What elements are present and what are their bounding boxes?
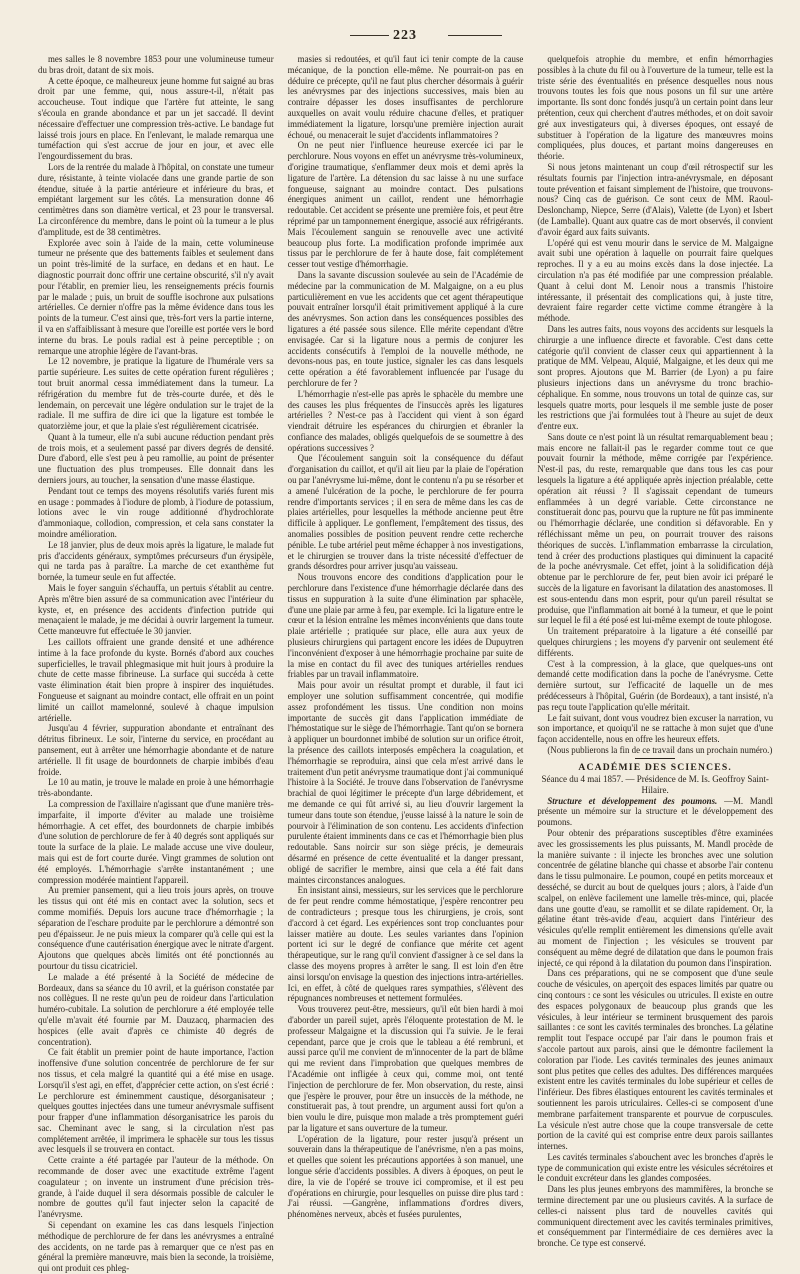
academy-paragraph-text: Les cavités terminales s'abouchent avec les bronches d'après le type de communication qui existe entre les vésicules sécrétoires et le conduit excréteur dans les glandes composées. bbox=[537, 1151, 774, 1184]
article-paragraph: La compression de l'axillaire n'agissant que d'une manière très-imparfaite, il importe d'éviter au malade une troisième hémorrhagie. A cet effet, des bourdonnets de charpie imbibés d'une solution de perchlorure de fer à 40 degrés sont appliqués sur toute la surface de la plaie. Le malade accuse une vive douleur, mais qui est de fort courte durée. Vingt grammes de solution ont été employés. L'hémorrhagie s'arrête instantanément ; une compression modérée maintient l'appareil. bbox=[38, 798, 274, 885]
article-paragraph: A cette époque, ce malheureux jeune homme fut saigné au bras droit par une femme, qui, nous assure-t-il, n'était pas accoucheuse. Tout indique que l'artère fut atteinte, le sang s'écoula en grande abondance et par un jet saccadé. Il devint nécessaire d'effectuer une compression très-active. Le bandage fut laissé trois jours en place. En l'enlevant, le malade remarqua une tuméfaction qui s'est accrue de jour en jour, et avec elle l'engourdissement du bras. bbox=[38, 75, 274, 162]
article-paragraph: L'hémorrhagie n'est-elle pas après le sphacèle du membre une des causes les plus fréquentes de l'insuccès après les ligatures artérielles ? N'est-ce pas à l'accident qui vient à son égard viendrait détruire les espérances du chirurgien et ébranler la confiance des malades, obligés quelquefois de se soumettre à des opérations successives ? bbox=[287, 388, 524, 453]
article-paragraph: Cette crainte a été partagée par l'auteur de la méthode. On recommande de doser avec une exactitude extrême l'agent coagulateur ; on invente un instrument d'une précision très-grande, à l'aide duquel il sera désormais possible de calculer le nombre de gouttes qu'il faut injecter selon la capacité de l'anévrysme. bbox=[38, 1155, 274, 1220]
article-paragraph: (Nous publierons la fin de ce travail dans un prochain numéro.) bbox=[547, 745, 773, 755]
column-left bbox=[38, 54, 274, 1274]
academy-session-line: Séance du 4 mai 1857. — Présidence de M. Is. Geoffroy Saint-Hilaire. bbox=[541, 773, 769, 795]
academy-heading: ACADÉMIE DES SCIENCES. bbox=[578, 761, 732, 773]
academy-subheading: Structure et développement des poumons. bbox=[547, 795, 718, 806]
article-paragraph: Quant à la tumeur, elle n'a subi aucune réduction pendant près de trois mois, et a seulement passé par divers degrés de densité. Dure d'abord, elle s'est peu à peu ramollie, au point de présenter une fluctuation des plus trompeuses. Elle donnait dans les derniers jours, au toucher, la sensation d'une masse élastique. bbox=[38, 431, 274, 486]
article-paragraph: quelquefois atrophie du membre, et enfin hémorrhagies possibles à la chute du fil ou à l'ouverture de la tumeur, telle est la triste série des éventualités en présence desquelles nous nous trouvons toutes les fois que nous posons un fil sur une artère importante. Ils sont donc fondés jusqu'à un certain point dans leur prétention, ceux qui cherchent d'autres méthodes, et on doit savoir gré aux investigateurs qui, à diverses époques, ont essayé de substituer à l'opération de la ligature des manœuvres moins compliquées, plus douces, et partant moins dangereuses en théorie. bbox=[537, 54, 774, 162]
article-paragraph: Ce fait établit un premier point de haute importance, l'action inoffensive d'une solution concentrée de perchlorure de fer sur nos tissus, et cela malgré la quantité qui a été mise en usage. Lorsqu'il s'est agi, en effet, d'apprécier cette action, on s'est écrié : Le perchlorure est éminemment caustique, désorganisateur ; quelques gouttes injectées dans une tumeur anévrysmale suffisent pour frapper d'une inflammation désorganisatrice les parois du sac. Cheminant avec le sang, si la circulation n'est pas complétement arrêtée, il imprimera le sphacèle sur tous les tissus avec lesquels il se trouvera en contact. bbox=[38, 1047, 274, 1155]
article-paragraph: masies si redoutées, et qu'il faut ici tenir compte de la cause mécanique, de la ponction elle-même. Ne pourrait-on pas en déduire ce précepte, qu'il ne faut plus chercher désormais à guérir les anévrysmes par des injections successives, mais bien au contraire dépasser les doses insuffisantes de perchlorure auxquelles on avait voulu réduire chacune d'elles, et pratiquer immédiatement la ligature, lorsqu'une première injection aurait échoué, ou menacerait le sujet d'accidents inflammatoires ? bbox=[287, 54, 524, 140]
article-paragraph: C'est à la compression, à la glace, que quelques-uns ont demandé cette modification dans la poche de l'anévrysme. Cette dernière surtout, sur l'efficacité de laquelle un de mes prédécesseurs à l'hôpital, Guérin (de Bordeaux), a tant insisté, n'a pas reçu toute l'application qu'elle méritait. bbox=[537, 658, 774, 712]
article-paragraph: On ne peut nier l'influence heureuse exercée ici par le perchlorure. Nous voyons en effet un anévrysme très-volumineux, d'origine traumatique, s'enflammer deux mois et demi après la ligature de l'artère. La détension du sac laisse à nu une surface fongueuse, saignant au moindre contact. Des pulsations énergiques animent un caillot, rendent une hémorrhagie redoutable. Cet accident se présente une première fois, et peut être réprimé par un tamponnement énergique, associé aux réfrigérants. Mais l'écoulement sanguin se renouvelle avec une activité beaucoup plus forte. La modification profonde imprimée aux tissus par le perchlorure de fer à haute dose, fait complétement cesser tout vestige d'hémorrhagie. bbox=[287, 140, 524, 270]
article-paragraph: Lors de la rentrée du malade à l'hôpital, on constate une tumeur dure, résistante, à teinte violacée dans une grande partie de son étendue, située à la partie antérieure et inférieure du bras, et empiétant largement sur les côtés. La mensuration donne 46 centimètres dans son diamètre vertical, et 23 pour le transversal. La circonférence du membre, dans le point où la tumeur a le plus d'amplitude, est de 38 centimètres. bbox=[38, 161, 274, 237]
column-right bbox=[537, 54, 774, 1249]
article-paragraph: Le malade a été présenté à la Société de médecine de Bordeaux, dans sa séance du 10 avril, et la guérison constatée par nos collègues. Il ne reste qu'un peu de roideur dans l'articulation huméro-cubitale. La solution de perchlorure a été employée telle qu'elle m'avait été fournie par M. Dauzacq, pharmacien des hospices (elle avait d'après ce chimiste 40 degrés de concentration). bbox=[38, 971, 274, 1047]
academy-paragraph bbox=[537, 796, 773, 828]
article-paragraph: Mais le foyer sanguin s'échauffa, un pertuis s'établit au centre. Après m'être bien assuré de sa communication avec l'intérieur du kyste, et, en présence des accidents d'infection putride qui menaçaient le malade, je me décidai à ouvrir largement la tumeur. Cette manœuvre fut effectuée le 30 janvier. bbox=[38, 583, 274, 637]
article-paragraph: L'opération de la ligature, pour rester jusqu'à présent un souverain dans la thérapeutique de l'anévrisme, n'en a pas moins, et quelles que soient les précautions apportées à son manuel, une longue série d'accidents possibles. A divers à époques, on peut le dire, la vie de l'opéré se trouve ici compromise, et il est peu d'opérations en chirurgie, pour lesquelles on puisse dire plus tard : J'ai réussi. —Gangrène, inflammations d'ordres divers, phénomènes nerveux, abcès et fusées purulentes, bbox=[287, 1133, 524, 1220]
article-paragraph: Sans doute ce n'est point là un résultat remarquablement beau ; mais encore ne fallait-il pas le regarder comme tout ce que pouvait fournir la méthode, même corrigée par l'expérience. N'est-il pas, du reste, remarquable que dans tous les cas pour lesquels la ligature a été appliquée après injection préalable, cette opération ait réussi ? Il s'agissait cependant de tumeurs enflammées à un degré variable. Cette circonstance ne constituerait donc pas, pourvu que la rupture ne fût pas imminente ou l'hémorrhagie déclarée, une condition si défavorable. En y réfléchissant même un peu, on pourrait trouver des raisons théoriques de succès. L'inflammation embarrasse la circulation, tend à créer des productions plastiques qui diminuent la capacité de la poche anévrysmale. Cet effet, joint à la solidification déjà obtenue par le perchlorure de fer, peut bien avoir ici préparé le succès de la ligature en favorisant la dilatation des anastomoses. Il est sous-entendu dans mon esprit, pour qu'un pareil résultat se produise, que l'inflammation ait borné à la tumeur, et que le point sur lequel le fil a été posé est lui-même exempt de toute phlogose. bbox=[537, 431, 774, 626]
article-paragraph: Nous trouvons encore des conditions d'application pour le perchlorure dans l'existence d'une hémorrhagie déclarée dans des tissus en suppuration à la suite d'une élimination par sphacèle, d'une une plaie par arme à feu, par exemple. Ici la ligature entre le cœur et la lésion entraîne les mêmes inconvénients que dans toute plaie artérielle ; pratiquée sur place, elle aura aux yeux de plusieurs chirurgiens qui partagent encore les idées de Dupuytren l'inconvénient d'exposer à une hémorrhagie prochaine par suite de la mise en contact du fil avec des tuniques artérielles rendues friables par un travail inflammatoire. bbox=[287, 572, 524, 680]
article-paragraph: Le 12 novembre, je pratique la ligature de l'humérale vers sa partie supérieure. Les suites de cette opération furent régulières ; tout bruit anormal cessa immédiatement dans la tumeur. La réfrigération du membre fut de très-courte durée, et dès le lendemain, on percevait une légère ondulation sur le trajet de la radiale. Il me suffira de dire ici que la ligature est tombée le quatorzième jour, et que la plaie s'est régulièrement cicatrisée. bbox=[38, 356, 274, 432]
article-paragraph: Mais pour avoir un résultat prompt et durable, il faut ici employer une solution suffisamment concentrée, qui modifie assez profondément les tissus. Une condition non moins importante de succès git dans l'application immédiate de l'hémostatique sur le siège de l'hémorrhagie. Tant qu'on se bornera à appliquer un bourdonnet imbibé de solution sur un orifice étroit, la présence des caillots interposés empêchera la coagulation, et l'hémorrhagie se reproduira, ainsi que cela m'est arrivé dans le traitement d'un petit anévrysme traumatique dont j'ai communiqué l'histoire à la Société. Je trouve dans l'observation de l'anévrysme brachial de quoi légitimer le précepte d'un large débridement, et me demande ce qui fût arrivé si, au lieu d'ouvrir largement la tumeur dans toute son étendue, j'eusse laissé à la nature le soin de pourvoir à l'élimination de son contenu. Les accidents d'infection purulente étaient imminents dans ce cas et l'hémorrhagie bien plus redoutable. Sans noircir sur son siège précis, je demeurais désarmé en présence de cette éventualité et la danger pressant, obligé de sacrifier le membre, ainsi que cela a été fait dans maintes circonstances analogues. bbox=[287, 680, 524, 885]
article-paragraph: Dans les autres faits, nous voyons des accidents sur lesquels la chirurgie a une influence directe et favorable. C'est dans cette catégorie qu'il convient de classer ceux qui appartiennent à la pratique de MM. Velpeau, Alquié, Malgaigne, et les deux qui me sont propres. Ajoutons que M. Barrier (de Lyon) a pu faire plusieurs injections dans un anévrysme du tronc brachio-céphalique. En somme, nous trouvons un total de quinze cas, sur lesquels quatre morts, pour lesquels il me semble juste de poser les restrictions que j'ai formulées tout à l'heure au sujet de deux d'entre eux. bbox=[537, 323, 774, 432]
academy-paragraph-text: Pour obtenir des préparations susceptibles d'être examinées avec les grossissements les plus puissants, M. Mandl procède de la manière suivante : il injecte les bronches avec une solution concentrée de gélatine blanche qui chasse et absorbe l'air contenu dans le tissu pulmonaire. Le poumon, coupé en petits morceaux et desséché, se durcit au bout de quelques jours ; alors, à l'aide d'un scalpel, on enlève facilement une lamelle très-mince, qui, placée dans une goutte d'eau, se ramollit et se dilate rapidement. Or, la gélatine étant très-avide d'eau, acquiert dans l'intérieur des vésicules qu'elle remplit entièrement les dimensions qu'elle avait au moment de l'injection ; les vésicules se trouvent par conséquent au même degré de dilatation que dans le poumon frais injecté, ce qui répond à la dilatation du poumon dans l'inspiration. bbox=[537, 827, 774, 968]
article-paragraph: mes salles le 8 novembre 1853 pour une volumineuse tumeur du bras droit, datant de six mois. bbox=[38, 54, 274, 75]
article-continuation bbox=[537, 54, 773, 756]
page-header bbox=[40, 26, 770, 46]
article-paragraph: Les caillots offraient une grande densité et une adhérence intime à la face profonde du kyste. Bornés d'abord aux couches superficielles, le travail phlegmasique mit huit jours à produire la chute de cette masse fibrineuse. La surface qui succéda à cette vaste élimination était bien propre à inspirer des inquiétudes. Fongueuse et saignant au moindre contact, elle offrait en un point limité un caillot mamelonné, soulevé à chaque impulsion artérielle. bbox=[38, 637, 274, 723]
article-paragraph: Vous trouverez peut-être, messieurs, qu'il eût bien hardi à moi d'aborder un pareil sujet, après l'éloquente protestation de M. le professeur Malgaigne et la discussion qui l'a suivie. Je le ferai cependant, parce que je crois que le tableau a été rembruni, et aussi parce qu'il me convient de m'innocenter de la part de blâme qui me revient dans l'improbation que quelques membres de l'Académie ont infligée à ceux qui, comme moi, ont tenté l'injection de perchlorure de fer. Mon observation, du reste, ainsi que j'espère le prouver, pour être un insuccès de la méthode, ne constituerait pas, à tout prendre, un argument aussi fort qu'on a bien voulu le dire, puisque mon malade a très promptement guéri par la ligature et sans ouverture de la tumeur. bbox=[287, 1004, 524, 1133]
article-paragraph: Si nous jetons maintenant un coup d'œil rétrospectif sur les résultats fournis par l'injection intra-anévrysmale, en déposant toute prévention et faisant simplement de l'histoire, que trouvons-nous? Cinq cas de guérison. Ce sont ceux de MM. Raoul-Deslonchamp, Niepce, Serre (d'Alais), Valette (de Lyon) et Isbert (de Lamballe). Quant aux quatre cas de mort observés, il convient d'avoir égard aux faits suivants. bbox=[537, 161, 774, 237]
article-paragraph: Le fait suivant, dont vous voudrez bien excuser la narration, vu son importance, et quoiqu'il ne se rattache à mon sujet que d'une façon accidentelle, nous en offre les heureux effets. bbox=[537, 712, 774, 745]
academy-paragraph-text: Dans les plus jeunes embryons des mammifères, la bronche se termine directement par une ou plusieurs cavités. A la surface de celles-ci naissent plus tard de nouvelles cavités qui communiquent directement avec les cavités terminales primitives, et conséquemment par l'intermédiaire de ces dernières avec la bronche. Ce type est conservé. bbox=[537, 1184, 774, 1249]
article-paragraph: Que l'écoulement sanguin soit la conséquence du défaut d'organisation du caillot, et qu'il ait lieu par la plaie de l'opération ou par l'anévrysme lui-même, dont le contenu n'a pu se résorber et a amené l'ulcération de la poche, le perchlorure de fer pourra rendre d'importants services ; il en sera de même dans les cas de plaies artérielles, pour lesquelles la méthode ancienne peut être difficile à appliquer. Le gonflement, l'empâtement des tissus, des anomalies possibles de position peuvent rendre cette recherche pénible. Le tube artériel peut même échapper à nos investigations, et le chirurgien se trouver dans la triste nécessité d'effectuer de grands désordres pour arriver jusqu'au vaisseau. bbox=[287, 453, 524, 572]
academy-paragraph bbox=[537, 968, 773, 1152]
academy-paragraph-text: —M. Mandl présente un mémoire sur la structure et le développement des poumons. bbox=[537, 795, 774, 828]
column-middle bbox=[287, 54, 524, 1220]
article-paragraph: En insistant ainsi, messieurs, sur les services que le perchlorure de fer peut rendre comme hémostatique, j'espère rencontrer peu de contradicteurs ; presque tous les chirurgiens, je crois, sont d'accord à cet égard. Les expériences sont trop concluantes pour laisser matière au doute. Les seules variantes dans l'opinion portent ici sur le degré de confiance que mérite cet agent thérapeutique, sur le rang qu'il convient d'assigner à ce sel dans la classe des moyens propres à arrêter le sang. Il est loin d'en être ainsi lorsqu'on envisage la question des injections intra-artérielles. Ici, en effet, à côté de quelques rares sympathies, s'élèvent des répugnances nombreuses et nettement formulées. bbox=[287, 885, 524, 1004]
academy-report bbox=[537, 796, 773, 1249]
article-paragraph: Dans la savante discussion soulevée au sein de l'Académie de médecine par la communication de M. Malgaigne, on a eu plus particulièrement en vue les accidents que cet agent thérapeutique pouvait entraîner lorsqu'il était primitivement appliqué à la cure des anévrysmes. Son action dans les conséquences possibles des ligatures a été passée sous silence. Elle mérite cependant d'être envisagée. Car si la ligature nous a permis de conjurer les accidents consécutifs à l'emploi de la nouvelle méthode, ne devons-nous pas, en toute justice, signaler les cas dans lesquels cette opération a été favorablement influencée par l'usage du perchlorure de fer ? bbox=[287, 269, 524, 388]
article-paragraph: Si cependant on examine les cas dans lesquels l'injection méthodique de perchlorure de fer dans les anévrysmes a entraîné des accidents, on ne tarde pas à remarquer que ce n'est pas en général la première manœuvre, mais bien la seconde, la troisième, qui ont produit ces phleg- bbox=[38, 1220, 274, 1274]
academy-paragraph bbox=[537, 828, 773, 968]
article-paragraph: Pendant tout ce temps des moyens résolutifs variés furent mis en usage : pommades à l'iodure de plomb, à l'iodure de potassium, lotions avec le vin rouge additionné d'hydrochlorate d'ammoniaque, collodion, compression, et cela sans constater la moindre amélioration. bbox=[38, 485, 274, 540]
article-paragraph: Un traitement préparatoire à la ligature a été conseillé par quelques chirurgiens ; les moyens d'y parvenir ont seulement été différents. bbox=[537, 626, 774, 658]
page-number: 223 bbox=[389, 28, 421, 44]
article-paragraph: Explorée avec soin à l'aide de la main, cette volumineuse tumeur ne présente que des battements faibles et seulement dans un point très-limité de la surface, en dedans et en haut. Le diagnostic pourrait donc offrir une certaine obscurité, s'il n'y avait pour l'établir, en premier lieu, les renseignements précis fournis par le malade ; puis, un bruit de souffle isochrone aux pulsations artérielles. Ce dernier n'offre pas la même évidence dans tous les points de la tumeur. C'est ainsi que, très-fort vers la partie interne, il va en s'affaiblissant à mesure que l'oreille est portée vers le bord interne du bras. Le pouls radial est à peine perceptible ; on remarque une atrophie légère de l'avant-bras. bbox=[38, 237, 274, 356]
header-rule-right bbox=[448, 35, 502, 36]
article-paragraph: Le 18 janvier, plus de deux mois après la ligature, le malade fut pris d'accidents généraux, symptômes précurseurs d'un érysipèle, qui ne tarda pas à paraître. La marche de cet exanthème fut bornée, la tumeur seule en fut affectée. bbox=[38, 539, 274, 583]
article-paragraph: L'opéré qui est venu mourir dans le service de M. Malgaigne avait subi une opération à laquelle on pourrait faire quelques reproches. Il y a eu au moins excès dans la dose injectée. La circulation n'a pas été modifiée par une compression préalable. Quant à celui dont M. Lenoir nous a transmis l'histoire intéressante, il présentait des complications qui, à juste titre, devraient faire regarder cette victime comme étrangère à la méthode. bbox=[537, 237, 774, 324]
academy-paragraph bbox=[537, 1184, 773, 1249]
academy-paragraph-text: Dans ces préparations, qui ne se composent que d'une seule couche de vésicules, on aperçoit des espaces limités par quatre ou cinq contours : ce sont les vésicules ou utricules. Il existe en outre des espaces polygonaux de beaucoup plus grands que les vésicules, à leur intérieur se terminent brusquement des parois saillantes : ce sont les cavités terminales des bronches. La gélatine remplit tout l'espace occupé par l'air dans le poumon frais et s'accole partout aux parois, ainsi que le démontre facilement la coloration par l'iode. Les cavités terminales des jeunes animaux sont plus petites que celles des adultes. Des différences marquées existent entre les cavités terminales du lobe supérieur et celles de l'inférieur. Des fibres élastiques entourent les cavités terminales et soutiennent les parois utriculaires. Celles-ci se composent d'une membrane parfaitement transparente et pourvue de corpuscules. La vésicule n'est autre chose que la coupe transversale de cette portion de la cavité qui est comprise entre deux parois saillantes internes. bbox=[537, 968, 774, 1152]
article-paragraph: Au premier pansement, qui a lieu trois jours après, on trouve les tissus qui ont été mis en contact avec la solution, secs et comme momifiés. Depuis lors aucune trace d'hémorrhagie ; la séparation de l'eschare produite par le perchlorure a démontré son peu d'épaisseur. Je ne puis mieux la comparer qu'à celle qui est la conséquence d'une cautérisation énergique avec le nitrate d'argent. Ajoutons que quelques abcès limités ont été ponctionnés au pourtour du tissu cicatriciel. bbox=[38, 885, 274, 971]
article-paragraph: Jusqu'au 4 février, suppuration abondante et entraînant des détritus fibrineux. Le soir, l'interne du service, en procédant au pansement, eut à arrêter une hémorrhagie abondante et de nature artérielle. Il fit usage de bourdonnets de charpie imbibés d'eau froide. bbox=[38, 723, 274, 777]
article-paragraph: Le 10 au matin, je trouve le malade en proie à une hémorrhagie très-abondante. bbox=[38, 777, 274, 799]
academy-paragraph bbox=[537, 1152, 773, 1184]
section-separator bbox=[635, 758, 675, 759]
text-columns bbox=[38, 54, 774, 1274]
